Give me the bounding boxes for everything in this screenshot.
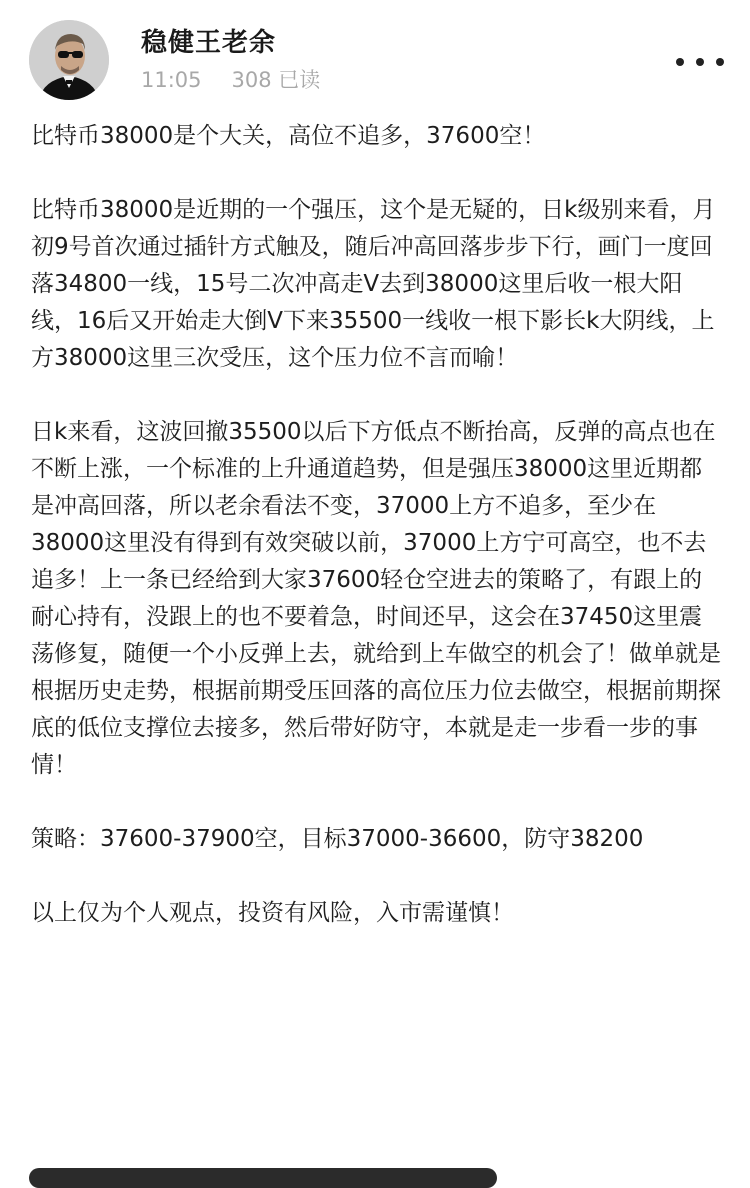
- post-paragraph: 以上仅为个人观点，投资有风险，入市需谨慎！: [31, 900, 514, 926]
- post-time: 11:05: [141, 68, 202, 92]
- author-name[interactable]: 稳健王老余: [141, 28, 277, 58]
- post-paragraph: 策略：37600-37900空，目标37000-36600，防守38200: [31, 826, 644, 852]
- post-meta: [141, 64, 320, 94]
- post-paragraph: 日k来看，这波回撤35500以后下方低点不断抬高，反弹的高点也在不断上涨，一个标准的上升通道趋势，但是强压38000这里近期都是冲高回落，所以老余看法不变，37000上方不追多，至少在38000这里没有得到有效突破以前，37000上方宁可高空，也不去追多！上一条已经给到大家37600轻仓空进去的策略了，有跟上的耐心持有，没跟上的也不要着急，时间还早，这会在37450这里震荡修复，随便一个小反弹上去，就给到上车做空的机会了！做单就是根据历史走势，根据前期受压回落的高位压力位去做空，根据前期探底的低位支撑位去接多，然后带好防守，本就是走一步看一步的事情！: [31, 419, 721, 778]
- post-paragraph: 比特币38000是近期的一个强压，这个是无疑的，日k级别来看，月初9号首次通过插针方式触及，随后冲高回落步步下行，画门一度回落34800一线，15号二次冲高走V去到38000这里后收一根大阳线，16后又开始走大倒V下来35500一线收一根下影长k大阴线，上方38000这里三次受压，这个压力位不言而喻！: [31, 197, 716, 371]
- more-dots-icon[interactable]: [676, 50, 724, 74]
- post-header: [0, 0, 750, 110]
- dot: [696, 58, 704, 66]
- dot: [676, 58, 684, 66]
- bottom-media-strip[interactable]: [29, 1168, 497, 1188]
- avatar-man-sunglasses-icon: [29, 20, 109, 100]
- dot: [716, 58, 724, 66]
- avatar[interactable]: [29, 20, 109, 100]
- read-count: 308 已读: [231, 68, 321, 92]
- post-paragraph: 比特币38000是个大关，高位不追多，37600空！: [31, 123, 546, 149]
- post-content: [31, 118, 721, 969]
